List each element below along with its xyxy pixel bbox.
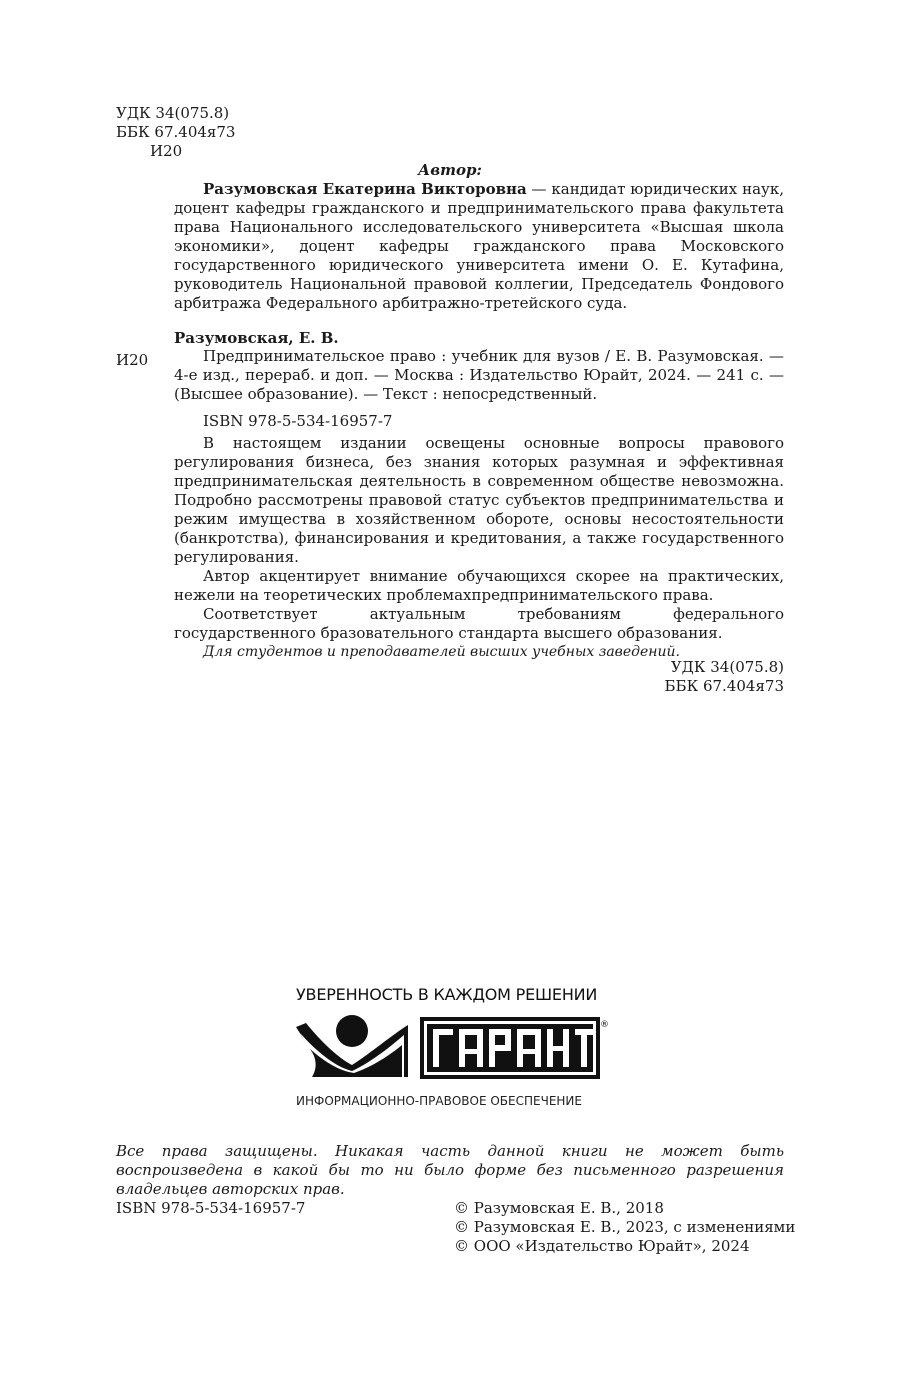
- author-heading: Автор:: [418, 161, 482, 179]
- bottom-classification-codes: [600, 658, 784, 696]
- garant-emblem-icon: [296, 1013, 609, 1083]
- audience-note: Для студентов и преподавателей высших учебных заведений.: [203, 644, 680, 660]
- bibliographic-mark: И20: [116, 351, 149, 369]
- udk-code: УДК 34(075.8): [670, 658, 784, 676]
- author-bio: [174, 180, 784, 313]
- copyright-lines: [454, 1199, 795, 1256]
- footer-isbn: ISBN 978-5-534-16957-7: [116, 1199, 306, 1217]
- bibliographic-author: Разумовская, Е. В.: [174, 329, 339, 347]
- abstract: [174, 434, 784, 662]
- author-mark: И20: [150, 142, 183, 160]
- bibliographic-description: Предпринимательское право : учебник для вузов / Е. В. Разумовская. — 4-е изд., перераб. и доп. — Москва : Издательство Юрайт, 2024. — 241 с. — (Высшее образование). — Текст : непосредственный.: [174, 347, 784, 403]
- copyright-line: © Разумовская Е. В., 2023, с изменениями: [454, 1218, 796, 1236]
- logo-subtitle: ИНФОРМАЦИОННО-ПРАВОВОЕ ОБЕСПЕЧЕНИЕ: [296, 1094, 582, 1108]
- abstract-paragraph: В настоящем издании освещены основные вопросы правового регулирования бизнеса, без знания которых разумная и эффективная предпринимательская деятельность в современном обществе невозможна. Подробно рассмотрены правовой статус субъектов предпринимательства и режим имущества в хозяйственном обороте, основы несостоятельности (банкротства), финансирования и кредитования, а также государственного регулирования.: [174, 434, 784, 566]
- udk-code: УДК 34(075.8): [116, 104, 230, 122]
- abstract-paragraph: Соответствует актуальным требованиям федерального государственного бразовательного стандарта высшего образования.: [174, 605, 784, 642]
- registered-mark: ®: [600, 1020, 609, 1030]
- bibliographic-isbn: ISBN 978-5-534-16957-7: [203, 412, 393, 430]
- rights-notice: Все права защищены. Никакая часть данной книги не может быть воспроизведена в какой бы то ни было форме без письменного разрешения владельцев авторских прав.: [116, 1142, 784, 1198]
- bbk-code: ББК 67.404я73: [116, 123, 236, 141]
- copyright-line: © Разумовская Е. В., 2018: [454, 1199, 664, 1217]
- abstract-paragraph: Автор акцентирует внимание обучающихся скорее на практических, нежели на теоретических проблемахпредпринимательского права.: [174, 567, 784, 604]
- author-bio-text: — кандидат юридических наук, доцент кафедры гражданского и предпринимательского права факультета права Национального исследовательского университета «Высшая школа экономики», доцент кафедры гражданского права Московского государственного юридического университета имени О. Е. Кутафина, руководитель Национальной правовой коллегии, Председатель Фондового арбитража Федерального арбитражно-третейского суда.: [174, 180, 784, 312]
- author-name: Разумовская Екатерина Викторовна: [203, 180, 527, 198]
- garant-logo: [296, 985, 609, 1111]
- logo-tagline: УВЕРЕННОСТЬ В КАЖДОМ РЕШЕНИИ: [296, 985, 598, 1004]
- classification-codes: [116, 104, 235, 161]
- copyright-line: © ООО «Издательство Юрайт», 2024: [454, 1237, 750, 1255]
- bbk-code: ББК 67.404я73: [664, 677, 784, 695]
